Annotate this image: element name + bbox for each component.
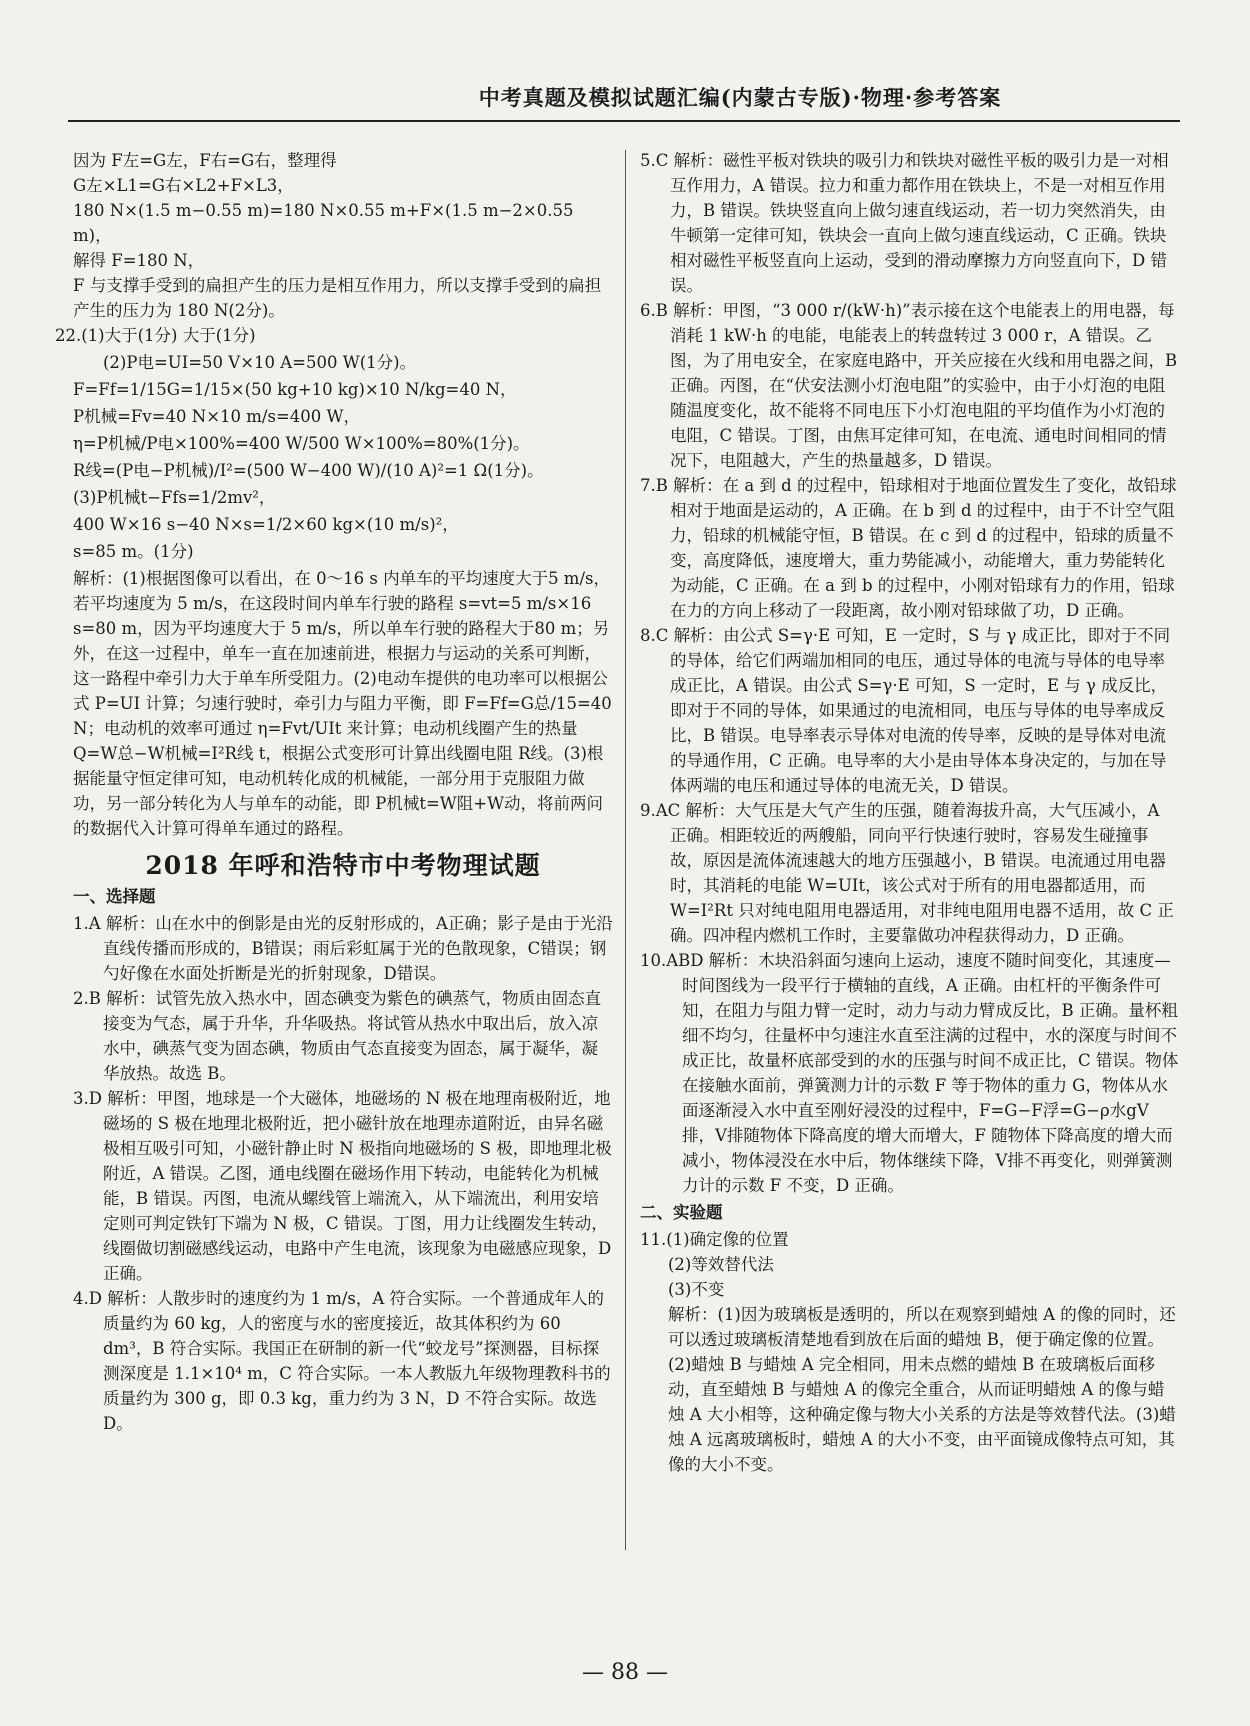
q11-analysis: 解析：(1)因为玻璃板是透明的，所以在观察到蜡烛 A 的像的同时，还可以透过玻璃板清楚地看到放在后面的蜡烛 B，便于确定像的位置。(2)蜡烛 B 与蜡烛 A 完全相同，用未点燃的蜡烛 B 在玻璃板后面移动，直至蜡烛 B 与蜡烛 A 的像完全重合，从而证明蜡烛 A 的像与蜡烛 A 大小相等，这种确定像与物大小关系的方法是等效替代法。(3)蜡烛 A 远离玻璃板时，蜡烛 A 的大小不变，由平面镜成像特点可知，其像的大小不变。 <box>668 1305 1176 1474</box>
q22-force: F=Ff=1/15G=1/15×(50 kg+10 kg)×10 N/kg=40 N， <box>73 380 517 399</box>
answer-item: 4.D 解析：人散步时的速度约为 1 m/s，A 符合实际。一个普通成年人的质量约为 60 kg，人的密度与水的密度接近，故其体积约为 60 dm³，B 符合实际。我国正在研制的新一代“蛟龙号”探测器，目标探测深度是 1.1×10⁴ m，C 符合实际。一本人教版九年级物理教科书的质量约为 300 g，即 0.3 kg，重力约为 3 N，D 不符合实际。故选 D。 <box>73 1289 611 1433</box>
left-column <box>55 148 613 1436</box>
left-top-line: F 与支撑手受到的扁担产生的压力是相互作用力，所以支撑手受到的扁担产生的压力为 180 N(2分)。 <box>73 276 602 320</box>
section-heading-choice: 一、选择题 <box>73 887 156 906</box>
answer-item: 10.ABD 解析：木块沿斜面匀速向上运动，速度不随时间变化，其速度—时间图线为一段平行于横轴的直线，A 正确。由杠杆的平衡条件可知，在阻力与阻力臂一定时，动力与动力臂成反比，B 正确。量杯粗细不均匀，往量杯中匀速注水直至注满的过程中，水的深度与时间不成正比，故量杯底部受到的水的压强与时间不成正比，C 错误。物体在接触水面前，弹簧测力计的示数 F 等于物体的重力 G，物体从水面逐渐浸入水中直至刚好浸没的过程中，F=G−F浮=G−ρ水gV排，V排随物体下降高度的增大而增大，F 随物体下降高度的增大而减小，物体浸没在水中后，物体继续下降，V排不再变化，则弹簧测力计的示数 F 不变，D 正确。 <box>640 951 1179 1195</box>
q22-power: (2)P电=UI=50 V×10 A=500 W(1分)。 <box>103 353 417 372</box>
left-top-line: 解得 F=180 N， <box>73 251 205 270</box>
left-top-line: G左×L1=G右×L2+F×L3， <box>73 176 294 195</box>
left-top-line: 因为 F左=G左，F右=G右，整理得 <box>73 151 337 170</box>
page-number: — 88 — <box>582 1660 668 1685</box>
q22-resistance: R线=(P电−P机械)/I²=(500 W−400 W)/(10 A)²=1 Ω(1分)。 <box>73 461 544 480</box>
section-title: 2018 年呼和浩特市中考物理试题 <box>145 851 541 880</box>
answer-item: 6.B 解析：甲图，“3 000 r/(kW·h)”表示接在这个电能表上的用电器，每消耗 1 kW·h 的电能，电能表上的转盘转过 3 000 r，A 错误。乙图，为了用电安全，在家庭电路中，开关应接在火线和用电器之间，B 正确。丙图，在“伏安法测小灯泡电阻”的实验中，由于小灯泡的电阻随温度变化，故不能将不同电压下小灯泡电阻的平均值作为小灯泡的电阻，C 错误。丁图，由焦耳定律可知，在电流、通电时间相同的情况下，电阻越大，产生的热量越多，D 错误。 <box>640 301 1178 470</box>
page-header: 中考真题及模拟试题汇编(内蒙古专版)·物理·参考答案 <box>478 85 1002 110</box>
column-divider <box>625 150 626 1550</box>
q22-substitution: 400 W×16 s−40 N×s=1/2×60 kg×(10 m/s)²， <box>73 515 459 534</box>
q11-part3: (3)不变 <box>668 1280 725 1299</box>
q22-energy: (3)P机械t−Ffs=1/2mv²， <box>73 488 276 507</box>
answer-item: 7.B 解析：在 a 到 d 的过程中，铅球相对于地面位置发生了变化，故铅球相对于地面是运动的，A 正确。在 b 到 d 的过程中，由于不计空气阻力，铅球的机械能守恒，B 错误。在 c 到 d 的过程中，铅球的质量不变，高度降低，速度增大，重力势能减小，动能增大，重力势能转化为动能，C 正确。在 a 到 b 的过程中，小刚对铅球有力的作用，铅球在力的方向上移动了一段距离，故小刚对铅球做了功，D 正确。 <box>640 476 1177 620</box>
q11-part1: 11.(1)确定像的位置 <box>640 1230 789 1249</box>
q22-analysis: 解析：(1)根据图像可以看出，在 0～16 s 内单车的平均速度大于5 m/s，若平均速度为 5 m/s，在这段时间内单车行驶的路程 s=vt=5 m/s×16 s=80 m，因为平均速度大于 5 m/s，所以单车行驶的路程大于80 m；另外，在这一过程中，单车一直在加速前进，根据力与运动的关系可判断，这一路程中牵引力大于单车所受阻力。(2)电动车提供的电功率可以根据公式 P=UI 计算；匀速行驶时，牵引力与阻力平衡，即 F=Ff=G总/15=40 N；电动机的效率可通过 η=Fvt/UIt 来计算；电动机线圈产生的热量 Q=W总−W机械=I²R线 t，根据公式变形可计算出线圈电阻 R线。(3)根据能量守恒定律可知，电动机转化成的机械能，一部分用于克服阻力做功，另一部分转化为人与单车的动能，即 P机械t=W阻+W动，将前两问的数据代入计算可得单车通过的路程。 <box>73 569 612 838</box>
answer-item: 3.D 解析：甲图，地球是一个大磁体，地磁场的 N 极在地理南极附近，地磁场的 S 极在地理北极附近，把小磁针放在地理赤道附近，由异名磁极相互吸引可知，小磁针静止时 N 极指向地磁场的 S 极，即地理北极附近，A 错误。乙图，通电线圈在磁场作用下转动，电能转化为机械能，B 错误。丙图，电流从螺线管上端流入，从下端流出，利用安培定则可判定铁钉下端为 N 极，C 错误。丁图，用力让线圈发生转动，线圈做切割磁感线运动，电路中产生电流，该现象为电磁感应现象，D 正确。 <box>73 1089 612 1283</box>
answer-item: 9.AC 解析：大气压是大气产生的压强，随着海拔升高，大气压减小，A 正确。相距较近的两艘船，同向平行快速行驶时，容易发生碰撞事故，原因是流体流速越大的地方压强越小，B 错误。电流通过用电器时，其消耗的电能 W=UIt，该公式对于所有的用电器都适用，而 W=I²Rt 只对纯电阻用电器适用，对非纯电阻用电器不适用，故 C 正确。四冲程内燃机工作时，主要靠做功冲程获得动力，D 正确。 <box>640 801 1174 945</box>
answer-item: 5.C 解析：磁性平板对铁块的吸引力和铁块对磁性平板的吸引力是一对相互作用力，A 错误。拉力和重力都作用在铁块上，不是一对相互作用力，B 错误。铁块竖直向上做匀速直线运动，若一切力突然消失，由牛顿第一定律可知，铁块会一直向上做匀速直线运动，C 正确。铁块相对磁性平板竖直向上运动，受到的滑动摩擦力方向竖直向下，D 错误。 <box>640 151 1169 295</box>
section-heading-experiment: 二、实验题 <box>640 1203 723 1222</box>
left-top-line: 180 N×(1.5 m−0.55 m)=180 N×0.55 m+F×(1.5 m−2×0.55 m)， <box>73 201 574 245</box>
q22-result: s=85 m。(1分) <box>73 542 194 561</box>
answer-item: 1.A 解析：山在水中的倒影是由光的反射形成的，A正确；影子是由于光沿直线传播而形成的，B错误；雨后彩虹属于光的色散现象，C错误；钢勺好像在水面处折断是光的折射现象，D错误。 <box>73 914 613 983</box>
q11-part2: (2)等效替代法 <box>668 1255 774 1274</box>
header-rule <box>68 120 1180 122</box>
q22-mech-power: P机械=Fv=40 N×10 m/s=400 W， <box>73 407 360 426</box>
right-column <box>640 148 1180 1477</box>
answer-item: 8.C 解析：由公式 S=γ·E 可知，E 一定时，S 与 γ 成正比，即对于不同的导体，给它们两端加相同的电压，通过导体的电流与导体的电导率成正比，A 错误。由公式 S=γ·E 可知，S 一定时，E 与 γ 成反比，即对于不同的导体，如果通过的电流相同，电压与导体的电导率成反比，B 错误。电导率表示导体对电流的传导率，反映的是导体对电流的导通作用，C 正确。电导率的大小是由导体本身决定的，与加在导体两端的电压和通过导体的电流无关，D 错误。 <box>640 626 1171 795</box>
q22-part1: 22.(1)大于(1分) 大于(1分) <box>55 326 256 345</box>
answer-item: 2.B 解析：试管先放入热水中，固态碘变为紫色的碘蒸气，物质由固态直接变为气态，属于升华，升华吸热。将试管从热水中取出后，放入凉水中，碘蒸气变为固态碘，物质由气态直接变为固态，属于凝华，凝华放热。故选 B。 <box>73 989 602 1083</box>
q22-efficiency: η=P机械/P电×100%=400 W/500 W×100%=80%(1分)。 <box>73 434 530 453</box>
